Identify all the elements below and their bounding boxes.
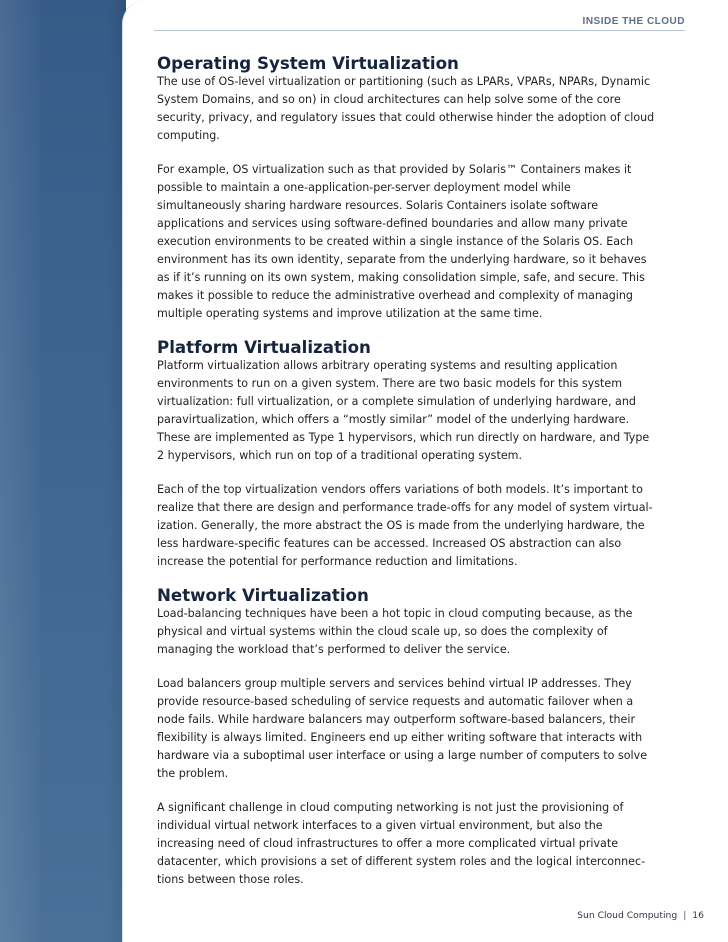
header-rule: [154, 30, 685, 31]
section-heading: Operating System Virtualization: [157, 54, 459, 73]
sidebar-highlight: [0, 0, 40, 942]
body-paragraph: A significant challenge in cloud computing networking is not just the provisioning of individual virtual network interfaces to a given virtual environment, but also the increasing need of cloud infrastructures to offer a more complicated virtual private datacenter, which provisions a set of different system roles and the logical interconnec-tions between those roles.: [157, 801, 646, 886]
body-paragraph: Platform virtualization allows arbitrary operating systems and resulting application environments to run on a given system. There are two basic models for this system virtualization: full virtualization, or a complete simulation of underlying hardware, and paravirtualization, which offers a “mostly similar” model of the underlying hardware. These are implemented as Type 1 hypervisors, which run directly on hardware, and Type 2 hypervisors, which run on top of a traditional operating system.: [157, 359, 650, 462]
page-number: 16: [692, 910, 704, 921]
footer-label: Sun Cloud Computing: [577, 910, 678, 921]
document-content: [157, 55, 657, 905]
body-paragraph: Load balancers group multiple servers and services behind virtual IP addresses. They provide resource-based scheduling of service requests and automatic failover when a node fails. While hardware balancers may outperform software-based balancers, their flexibility is always limited. Engineers end up either writing software that interacts with hardware via a suboptimal user interface or using a large number of computers to solve the problem.: [157, 677, 648, 780]
left-sidebar-band: [0, 0, 126, 942]
section-platform-virtualization: [157, 339, 657, 571]
running-header-title: INSIDE THE CLOUD: [582, 16, 685, 27]
section-heading: Network Virtualization: [157, 586, 369, 605]
page-footer: [577, 910, 704, 921]
body-paragraph: Load-balancing techniques have been a hot topic in cloud computing because, as the physical and virtual systems within the cloud scale up, so does the complexity of managing the workload that’s performed to deliver the service.: [157, 607, 633, 656]
body-paragraph: The use of OS-level virtualization or partitioning (such as LPARs, VPARs, NPARs, Dynamic System Domains, and so on) in cloud architectures can help solve some of the core security, privacy, and regulatory issues that could otherwise hinder the adoption of cloud computing.: [157, 75, 655, 142]
footer-separator: |: [683, 910, 687, 921]
body-paragraph: Each of the top virtualization vendors offers variations of both models. It’s important to realize that there are design and performance trade-offs for any model of system virtual-ization. Generally, the more abstract the OS is made from the underlying hardware, the less hardware-specific features can be accessed. Increased OS abstraction can also increase the potential for performance reduction and limitations.: [157, 483, 653, 568]
section-heading: Platform Virtualization: [157, 338, 371, 357]
section-network-virtualization: [157, 587, 657, 889]
section-operating-system-virtualization: [157, 55, 657, 323]
body-paragraph: For example, OS virtualization such as that provided by Solaris™ Containers makes it possible to maintain a one-application-per-server deployment model while simultaneously sharing hardware resources. Solaris Containers isolate software applications and services using software-defined boundaries and allow many private execution environments to be created within a single instance of the Solaris OS. Each environment has its own identity, separate from the underlying hardware, so it behaves as if it’s running on its own system, making consolidation simple, safe, and secure. This makes it possible to reduce the administrative overhead and complexity of managing multiple operating systems and improve utilization at the same time.: [157, 163, 647, 320]
